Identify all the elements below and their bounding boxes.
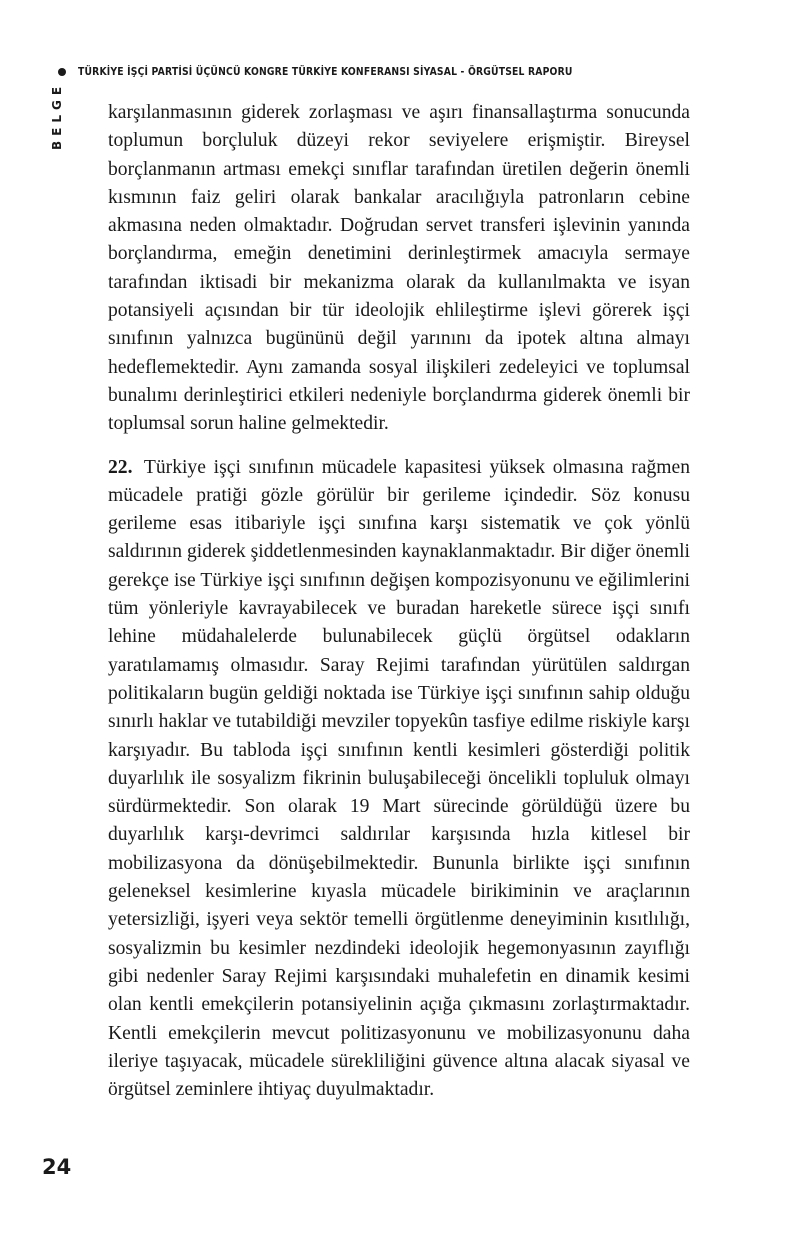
paragraph [108,454,690,1105]
running-header [58,66,758,78]
side-section-label: BELGE [50,81,64,150]
paragraph-number: 22. [108,456,133,478]
running-head-title: TÜRKİYE İŞÇİ PARTİSİ ÜÇÜNCÜ KONGRE TÜRKİYE KONFERANSI SİYASAL - ÖRGÜTSEL RAPORU [78,66,573,78]
paragraph-text: karşılanmasının giderek zorlaşması ve aşırı finansallaştırma sonucunda toplumun borçluluk düzeyi rekor seviyelere erişmiştir. Bireysel borçlanmanın artması emekçi sınıflar tarafından üretilen değerin önemli kısmının faiz geliri olarak bankalar aracılığıyla patronların cebine akmasına neden olmaktadır. Doğrudan servet transferi işlevinin yanında borçlandırma, emeğin denetimini derinleştirmek amacıyla sermaye tarafından iktisadi bir mekanizma olarak da kullanılmakta ve isyan potansiyeli açısından bir tür ideolojik ehlileştirme işlevi görerek işçi sınıfının yalnızca bugününü değil yarınını da ipotek altına almayı hedeflemektedir. Aynı zamanda sosyal ilişkileri zedeleyici ve toplumsal bunalımı derinleştirici etkileri nedeniyle borçlandırma giderek önemli bir toplumsal sorun haline gelmektedir. [108,102,690,435]
page-body [108,99,690,1104]
bullet-icon [58,68,66,76]
paragraph [108,99,690,439]
paragraph-text: Türkiye işçi sınıfının mücadele kapasitesi yüksek olmasına rağmen mücadele pratiği gözle görülür bir gerileme içindedir. Söz konusu gerileme esas itibariyle işçi sınıfına karşı sistematik ve çok yönlü saldırının giderek şiddetlenmesinden kaynaklanmaktadır. Bir diğer önemli gerekçe ise Türkiye işçi sınıfının değişen kompozisyonunu ve eğilimlerini tüm yönleriyle kavrayabilecek ve buradan hareketle sürece işçi sınıfı lehine müdahalelerde bulunabilecek güçlü örgütsel odakların yaratılamamış olmasıdır. Saray Rejimi tarafından yürütülen saldırgan politikaların bugün geldiği noktada ise Türkiye işçi sınıfının sahip olduğu sınırlı haklar ve tutabildiği mevziler topyekûn tasfiye edilme riskiyle karşı karşıyadır. Bu tabloda işçi sınıfının kentli kesimleri gösterdiği politik duyarlılık ile sosyalizm fikrinin buluşabileceği öncelikli topluluk olmayı sürdürmektedir. Son olarak 19 Mart sürecinde görüldüğü üzere bu duyarlılık karşı-devrimci saldırılar karşısında hızla kitlesel bir mobilizasyona da dönüşebilmektedir. Bununla birlikte işçi sınıfının geleneksel kesimlerine kıyasla mücadele birikiminin ve araçlarının yetersizliği, işyeri veya sektör temelli örgütlenme deneyiminin kısıtlılığı, sosyalizmin bu kesimler nezdindeki ideolojik hegemonyasının zayıflığı gibi nedenler Saray Rejimi karşısındaki muhalefetin en dinamik kesimi olan kentli emekçilerin potansiyelinin açığa çıkmasını zorlaştırmaktadır. Kentli emekçilerin mevcut politizasyonunu ve mobilizasyonunu daha ileriye taşıyacak, mücadele sürekliliğini güvence altına alacak siyasal ve örgütsel zeminlere ihtiyaç duyulmaktadır. [108,456,691,1101]
page-number: 24 [42,1155,72,1179]
